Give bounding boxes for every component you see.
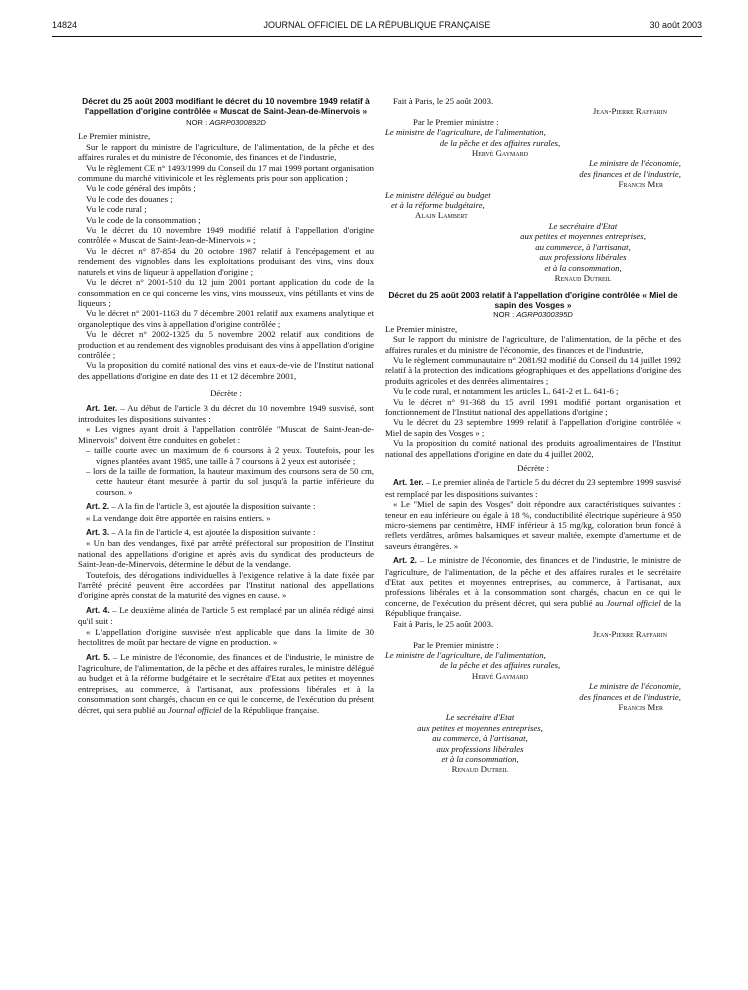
decrete-heading-2: Décrète : — [517, 463, 549, 473]
article-1: Art. 1er. – Au début de l'article 3 du décret du 10 novembre 1949 susvisé, sont introduites les dispositions suivantes : — [78, 402, 374, 424]
signature-eco-2: Le ministre de l'économie, des finances et de l'industrie, Francis Mer — [579, 681, 681, 712]
page-number: 14824 — [52, 20, 78, 30]
paragraph: Vu la proposition du comité national des produits agroalimentaires de l'Institut national des appellations d'origine en date du 4 juillet 2002, — [385, 438, 681, 459]
nor-reference-2: NOR : AGRP0300395D — [493, 310, 573, 320]
article-4: Art. 4. – Le deuxième alinéa de l'article 5 est remplacé par un alinéa rédigé ainsi qu'il suit : — [78, 604, 374, 627]
list-item: – taille courte avec un maximum de 6 coursons à 2 yeux. Toutefois, pour les vignes plantées avant 1985, une taille à 7 coursons à 2 yeux est autorisée ; — [86, 445, 374, 466]
page-header — [52, 20, 702, 34]
paragraph: Vu le code rural, et notamment les articles L. 641-2 et L. 641-6 ; — [393, 386, 619, 397]
par-premier-ministre-2: Par le Premier ministre : — [413, 639, 499, 650]
paragraph: Vu le code des douanes ; — [86, 193, 173, 204]
quote: « Les vignes ayant droit à l'appellation contrôlée "Muscat de Saint-Jean-de-Minervois" doivent être conduites en gobelet : — [78, 424, 374, 445]
signature-secretaire: Le secrétaire d'Etat aux petites et moyennes entreprises, au commerce, à l'artisanat, aux professions libérales et à la consommation, Renaud Dutreil — [520, 220, 646, 283]
paragraph: Vu le décret n° 2002-1325 du 5 novembre 2002 relatif aux conditions de production et au rendement des vignobles produisant des vins à appellation d'origine contrôlée ; — [78, 329, 374, 360]
article-2: Art. 2. – A la fin de l'article 3, est ajoutée la disposition suivante : — [86, 501, 316, 512]
signature-pm: Jean-Pierre Raffarin — [592, 106, 667, 117]
quote: « Un ban des vendanges, fixé par arrêté préfectoral sur proposition de l'Institut national des appellations d'origine et après avis du syndicat des producteurs de Saint-Jean-de-Minervois, détermine le début de la vendange. — [78, 538, 374, 570]
paragraph: Vu le décret du 10 novembre 1949 modifié relatif à l'appellation d'origine contrôlée « Muscat de Saint-Jean-de-Minervois » ; — [78, 225, 374, 246]
signature-agri: Le ministre de l'agriculture, de l'alimentation, de la pêche et des affaires rurales, Hervé Gaymard — [385, 127, 561, 159]
paragraph: Vu le décret n° 2001-1163 du 7 décembre 2001 relatif aux examens analytique et organoleptique des vins à appellation d'origine contrôlée ; — [78, 308, 374, 329]
signature-budget: Le ministre délégué au budget et à la réforme budgétaire, Alain Lambert — [385, 189, 491, 221]
paragraph: Vu le décret du 23 septembre 1999 relatif à l'appellation d'origine contrôlée « Miel de sapin des Vosges » ; — [385, 417, 681, 438]
decree-title: Décret du 25 août 2003 modifiant le décret du 10 novembre 1949 relatif à l'appellation d'origine contrôlée « Muscat de Saint-Jean-de-Minervois » — [82, 96, 370, 116]
paragraph: Sur le rapport du ministre de l'agriculture, de l'alimentation, de la pêche et des affaires rurales et du ministre de l'économie, des finances et de l'industrie, — [78, 141, 374, 163]
signature-secretaire-2: Le secrétaire d'Etat aux petites et moyennes entreprises, au commerce, à l'artisanat, aux professions libérales et à la consommation, Renaud Dutreil — [417, 712, 543, 775]
quote: « La vendange doit être apportée en raisins entiers. » — [86, 512, 271, 523]
paragraph: Sur le rapport du ministre de l'agriculture, de l'alimentation, de la pêche et des affaires rurales et du ministre de l'économie, des finances et de l'industrie, — [385, 334, 681, 355]
paragraph: Vu le décret n° 87-854 du 20 octobre 1987 relatif à l'encépagement et au rendement des vignobles dans les exploitations produisant des vins, vins doux naturels et vins de liqueur à appellation d'origine ; — [78, 245, 374, 277]
journal-title: JOURNAL OFFICIEL DE LA RÉPUBLIQUE FRANÇAISE — [263, 20, 491, 30]
article-5: Art. 5. – Le ministre de l'économie, des finances et de l'industrie, le ministre de l'agriculture, de l'alimentation, de la pêche et des affaires rurales, le ministre délégué au budget et à la réforme budgétaire et le secrétaire d'Etat aux petites et moyennes entreprises, au commerce, à l'artisanat, aux professions libérales et à la consommation sont chargés, chacun en ce qui le concerne, de l'exécution du présent décret, qui sera publié au Journal officiel de la République française. — [78, 651, 374, 715]
paragraph: Le Premier ministre, — [385, 323, 458, 334]
paragraph: Vu le code de la consommation ; — [86, 214, 201, 225]
decree-title-2: Décret du 25 août 2003 relatif à l'appellation d'origine contrôlée « Miel de sapin des Vosges » — [388, 290, 678, 311]
left-column — [78, 96, 374, 715]
paragraph: Le Premier ministre, — [78, 131, 151, 142]
paragraph: Vu le code général des impôts ; — [86, 183, 196, 194]
paragraph: Vu le code rural ; — [86, 204, 147, 215]
fait-line-2: Fait à Paris, le 25 août 2003. — [393, 618, 494, 629]
header-rule — [52, 36, 702, 37]
issue-date: 30 août 2003 — [649, 20, 702, 30]
decrete-heading: Décrète : — [210, 388, 242, 399]
list-item: – lors de la taille de formation, la hauteur maximum des coursons sera de 50 cm, cette hauteur étant mesurée à partir du sol jusqu'à la partie inférieure du courson. » — [86, 466, 374, 497]
quote: Toutefois, des dérogations individuelles à l'exigence relative à la date fixée par l'arrêté précité peuvent être accordées par l'Institut national des appellations d'origine après constat de la maturité des vignes en cause. » — [78, 569, 374, 601]
quote: « L'appellation d'origine susvisée n'est applicable que dans la limite de 30 hectolitres de moût par hectare de vigne en production. » — [78, 626, 374, 648]
paragraph: Vu le règlement communautaire n° 2081/92 modifié du Conseil du 14 juillet 1992 relatif à la protection des indications géographiques et des appellations d'origine des produits agricoles et des denrées alimentaires ; — [385, 354, 681, 386]
paragraph: Vu le règlement CE n° 1493/1999 du Conseil du 17 mai 1999 portant organisation commune du marché vitivinicole et les règlements pris pour son application ; — [78, 162, 374, 184]
article-1-miel: Art. 1er. – Le premier alinéa de l'article 5 du décret du 23 septembre 1999 susvisé est remplacé par les dispositions suivantes : — [385, 477, 681, 499]
article-2-miel: Art. 2. – Le ministre de l'économie, des finances et de l'industrie, le ministre de l'agriculture, de l'alimentation, de la pêche et des affaires rurales et le secrétaire d'Etat aux petites et moyennes entreprises, au commerce, à l'artisanat, aux professions libérales et à la consommation sont chargés, chacun en ce qui le concerne, de l'exécution du présent décret, qui sera publié au Journal officiel de la République française. — [385, 555, 681, 619]
par-premier-ministre: Par le Premier ministre : — [413, 116, 499, 127]
signature-agri-2: Le ministre de l'agriculture, de l'alimentation, de la pêche et des affaires rurales, Hervé Gaymard — [385, 649, 561, 681]
signature-eco: Le ministre de l'économie, des finances et de l'industrie, Francis Mer — [579, 158, 681, 190]
fait-line: Fait à Paris, le 25 août 2003. — [393, 96, 494, 106]
paragraph: Vu la proposition du comité national des vins et eaux-de-vie de l'Institut national des appellations d'origine en date des 11 et 12 décembre 2001, — [78, 360, 374, 381]
signature-pm-2: Jean-Pierre Raffarin — [592, 629, 667, 640]
quote: « Le "Miel de sapin des Vosges" doit répondre aux caractéristiques suivantes : teneur en eau inférieure ou égale à 18 %, conductibilité électrique supérieure à 950 micro-siemens par centimètre, HMF inférieur à 15 mg/kg, coloration brun foncé à reflets verdâtres, arômes balsamiques et saveur maltée, exempte d'amertume et de saveurs étrangères. » — [385, 499, 681, 551]
paragraph: Vu le décret n° 2001-510 du 12 juin 2001 portant application du code de la consommation en ce qui concerne les vins, vins mousseux, vins pétillants et vins de liqueurs ; — [78, 277, 374, 308]
paragraph: Vu le décret n° 91-368 du 15 avril 1991 modifié portant organisation et fonctionnement de l'Institut national des appellations d'origine ; — [385, 396, 681, 417]
article-3: Art. 3. – A la fin de l'article 4, est ajoutée la disposition suivante : — [86, 527, 316, 538]
right-column — [385, 96, 681, 775]
nor-reference: NOR : AGRP0300892D — [186, 118, 266, 127]
